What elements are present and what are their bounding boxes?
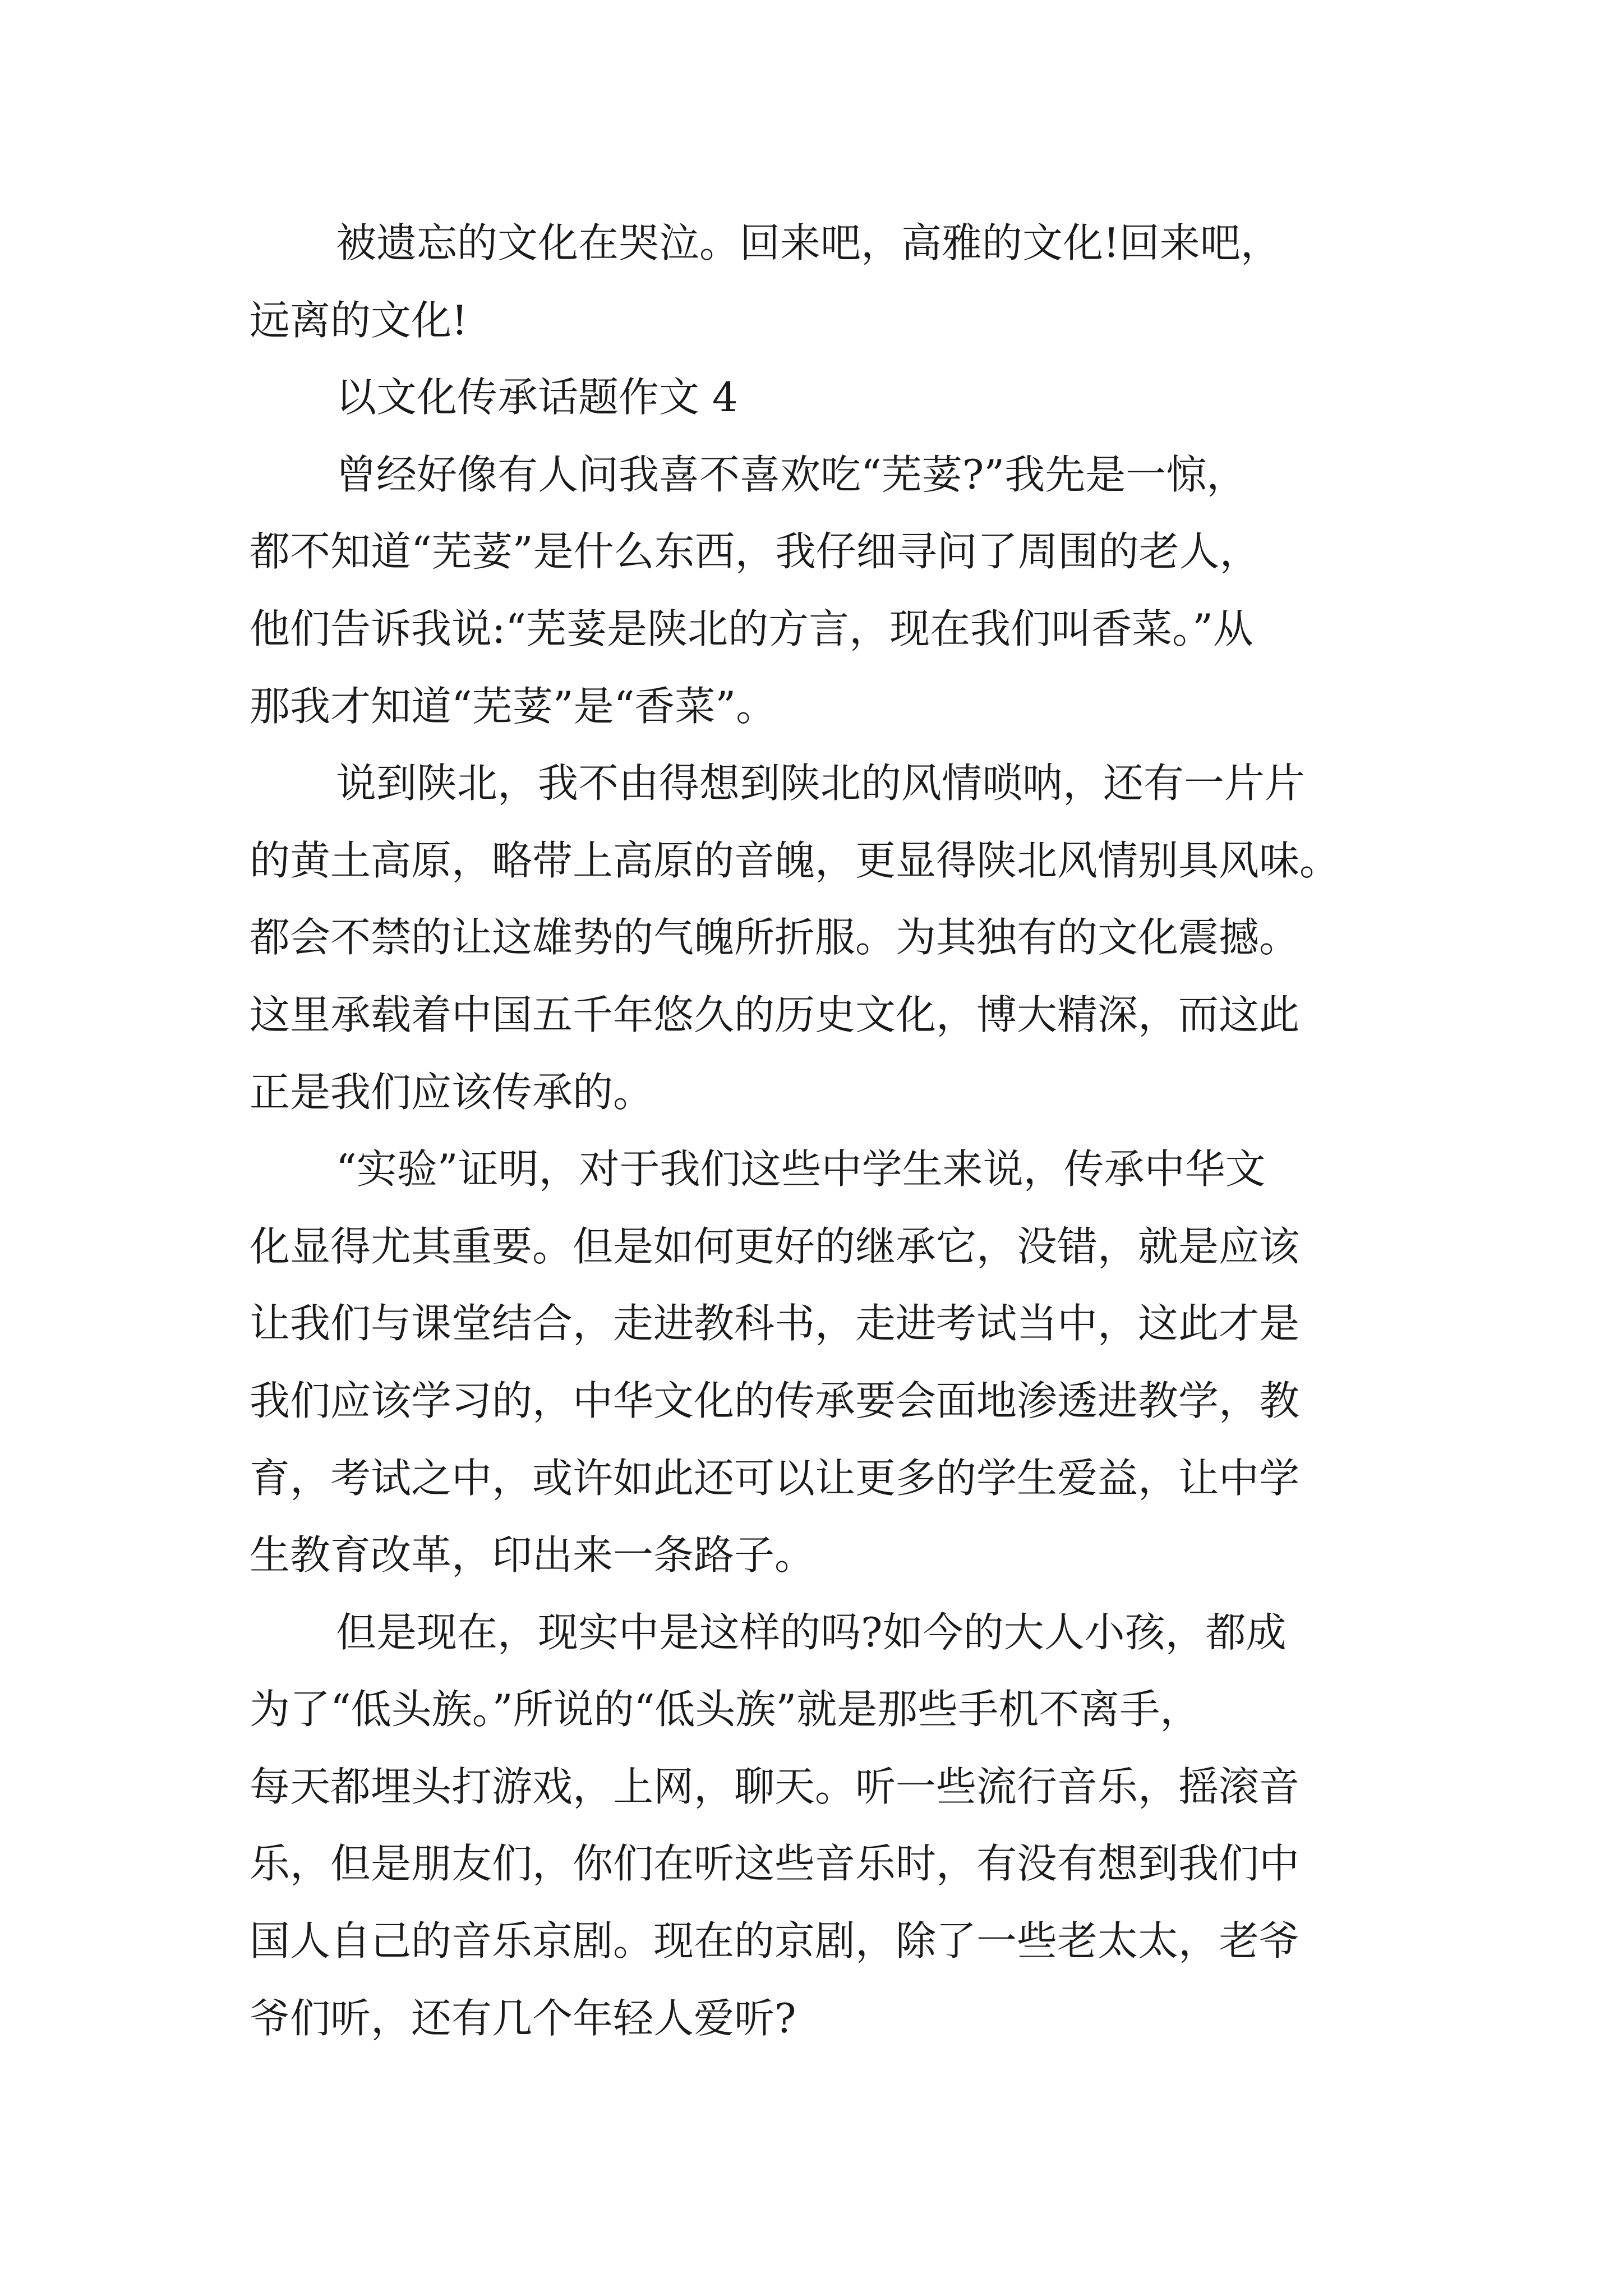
text-line: 远离的文化! — [250, 296, 468, 344]
text-line: 国人自己的音乐京剧。现在的京剧，除了一些老太太，老爷 — [250, 1917, 1300, 1965]
text-line: 每天都埋头打游戏，上网，聊天。听一些流行音乐，摇滚音 — [250, 1763, 1300, 1810]
text-line: 正是我们应该传承的。 — [250, 1068, 654, 1116]
text-line: 曾经好像有人问我喜不喜欢吃“芜荽?”我先是一惊， — [336, 450, 1247, 498]
text-line: 都不知道“芜荽”是什么东西，我仔细寻问了周围的老人， — [250, 528, 1260, 576]
text-line: 生教育改革，印出来一条路子。 — [250, 1531, 815, 1579]
text-line: 的黄土高原，略带上高原的音魄，更显得陕北风情别具风味。 — [250, 836, 1340, 884]
text-line: 这里承载着中国五千年悠久的历史文化，博大精深，而这此 — [250, 991, 1300, 1038]
text-line: 爷们听，还有几个年轻人爱听? — [250, 1994, 796, 2042]
text-line: 以文化传承话题作文 4 — [336, 374, 738, 421]
text-line: 让我们与课堂结合，走进教科书，走进考试当中，这此才是 — [250, 1300, 1300, 1347]
text-line: 那我才知道“芜荽”是“香菜”。 — [250, 682, 777, 730]
text-line: 但是现在，现实中是这样的吗?如今的大人小孩，都成 — [336, 1608, 1287, 1656]
text-line: 都会不禁的让这雄势的气魄所折服。为其独有的文化震撼。 — [250, 914, 1300, 961]
document-body — [250, 205, 1405, 2057]
text-line: 我们应该学习的，中华文化的传承要会面地渗透进教学，教 — [250, 1377, 1300, 1424]
text-line: 为了“低头族。”所说的“低头族”就是那些手机不离手， — [250, 1686, 1201, 1733]
text-line: 化显得尤其重要。但是如何更好的继承它，没错，就是应该 — [250, 1222, 1300, 1270]
text-line: 说到陕北，我不由得想到陕北的风情唢呐，还有一片片 — [336, 760, 1306, 807]
text-line: 育，考试之中，或许如此还可以让更多的学生爱益，让中学 — [250, 1454, 1300, 1502]
text-line: 乐，但是朋友们，你们在听这些音乐时，有没有想到我们中 — [250, 1840, 1300, 1888]
text-line: 被遗忘的文化在哭泣。回来吧，高雅的文化!回来吧， — [336, 219, 1281, 266]
text-line: “实验”证明，对于我们这些中学生来说，传承中华文 — [336, 1145, 1266, 1193]
text-line: 他们告诉我说:“芜荽是陕北的方言，现在我们叫香菜。”从 — [250, 605, 1253, 652]
